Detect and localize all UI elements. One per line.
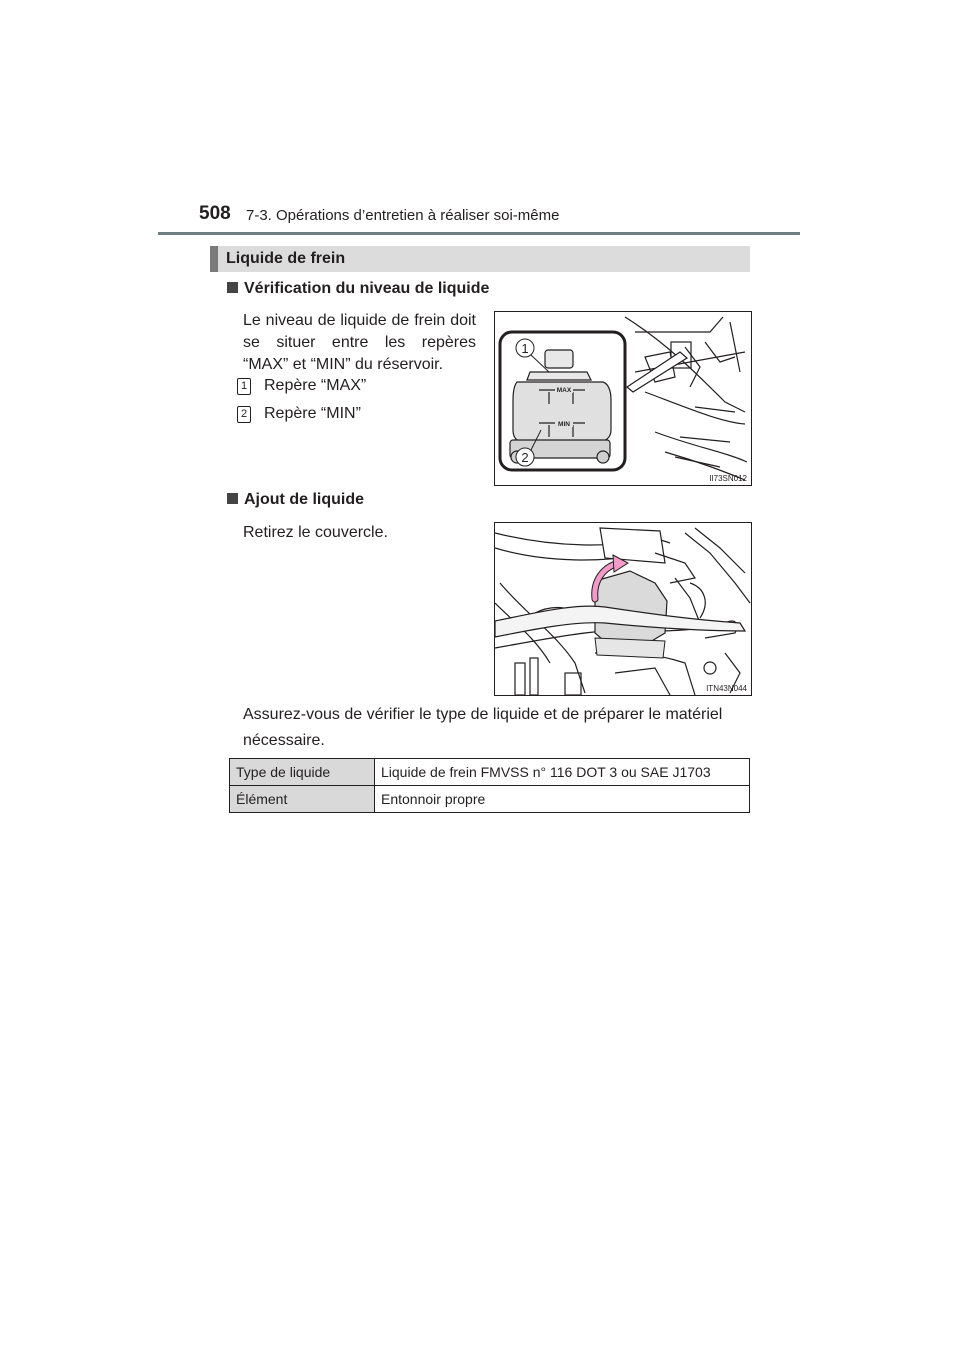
- reservoir-illustration: [494, 311, 752, 486]
- cap-removal-drawing: [495, 523, 751, 695]
- callout-2: 2: [521, 450, 529, 465]
- fluid-spec-table: [229, 758, 750, 813]
- min-mark-label: MIN: [558, 421, 570, 428]
- figure-code: ITN43N044: [706, 684, 747, 693]
- callout-1: 1: [521, 341, 529, 356]
- table-cell-label: Type de liquide: [230, 759, 375, 786]
- callout-number: 2: [237, 406, 251, 423]
- legend-label: Repère “MAX”: [264, 377, 367, 394]
- subheading-check-text: Vérification du niveau de liquide: [244, 280, 490, 297]
- subheading-add-text: Ajout de liquide: [244, 491, 364, 508]
- chapter-title: 7-3. Opérations d’entretien à réaliser soi-même: [246, 207, 560, 224]
- add-paragraph-2: Assurez-vous de vérifier le type de liquide et de préparer le matériel nécessaire.: [243, 706, 723, 749]
- callout-number: 1: [237, 378, 251, 395]
- section-title: Liquide de frein: [226, 250, 346, 267]
- legend-item-min: [237, 405, 361, 424]
- legend-item-max: [237, 377, 366, 396]
- reservoir-drawing: [495, 312, 751, 485]
- add-paragraph-1: Retirez le couvercle.: [243, 524, 388, 541]
- max-mark-label: MAX: [556, 387, 572, 394]
- subheading-add: [227, 491, 364, 509]
- table-row: [230, 786, 750, 813]
- cap-removal-illustration: [494, 522, 752, 696]
- table-cell-value: Entonnoir propre: [375, 786, 750, 813]
- table-cell-value: Liquide de frein FMVSS n° 116 DOT 3 ou SAE J1703: [375, 759, 750, 786]
- square-bullet-icon: [227, 282, 238, 293]
- header-divider: [158, 232, 800, 235]
- legend-label: Repère “MIN”: [264, 405, 361, 422]
- check-paragraph: Le niveau de liquide de frein doit se situer entre les repères “MAX” et “MIN” du réservoir.: [243, 312, 476, 373]
- section-header: [210, 246, 750, 272]
- section-accent-bar: [210, 246, 218, 272]
- page-number: 508: [199, 203, 231, 224]
- table-row: [230, 759, 750, 786]
- subheading-check: [227, 280, 489, 298]
- figure-code: II73SN012: [709, 474, 747, 483]
- table-cell-label: Élément: [230, 786, 375, 813]
- square-bullet-icon: [227, 493, 238, 504]
